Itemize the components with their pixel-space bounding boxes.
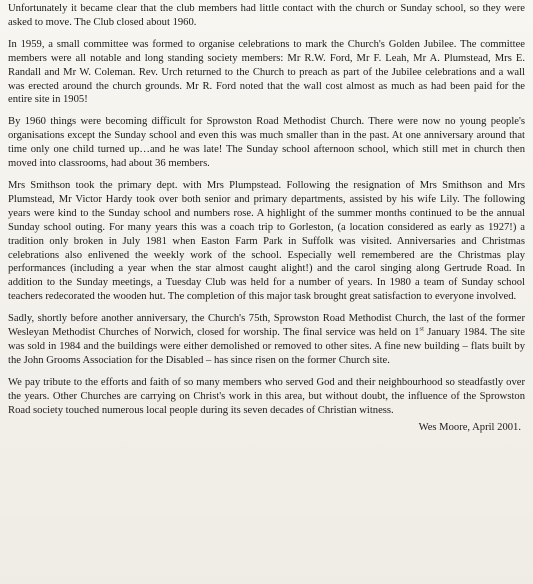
paragraph-sunday-school: Mrs Smithson took the primary dept. with Mrs Plumpstead. Following the resignation of Mrs Smithson and Mrs Plumstead, Mr Victor Hardy took over both senior and primary departments, assisted by his wife Lily. The following years were kind to the Sunday school and numbers rose. A highlight of the summer months continued to be the annual Sunday school outing. For many years this was a coach trip to Gorleston, (a location considered as early as 1927!) a tradition only broken in July 1981 when Easton Farm Park in Suffolk was visited. Anniversaries and Christmas celebrations also enlivened the weekly work of the school. Especially well remembered are the Christmas play performances (including a year when the star almost caught alight!) and the carol singing along Gertrude Road. In addition to the Sunday meetings, a Tuesday Club was held for a number of years. In 1980 a team of Sunday school teachers redecorated the wooden hut. The completion of this major task brought great satisfaction to everyone involved. bbox=[8, 179, 525, 303]
paragraph-golden-jubilee: In 1959, a small committee was formed to organise celebrations to mark the Church's Golden Jubilee. The committee members were all notable and long standing society members: Mr R.W. Ford, Mr F. Leah, Mr A. Plumstead, Mrs E. Randall and Mr W. Coleman. Rev. Urch returned to the Church to preach as part of the Jubilee celebrations and a wall was erected around the church grounds. Mr R. Ford noted that the wall cost almost as much as had been paid for the entire site in 1905! bbox=[8, 38, 525, 106]
paragraph-tribute: We pay tribute to the efforts and faith of so many members who served God and their neighbourhood so steadfastly over the years. Other Churches are carrying on Christ's work in this area, but without doubt, the influence of the Sprowston Road society touched numerous local people during its seven decades of Christian witness. bbox=[8, 376, 525, 416]
closure-text-start: Sadly, shortly before another anniversary, the Church's 75th, Sprowston Road Methodist Church, the last of the former Wesleyan Methodist Churches of Norwich, closed for worship. The final service was held on 1 bbox=[8, 313, 525, 339]
ordinal-superscript: st bbox=[419, 325, 424, 333]
paragraph-club-closure: Unfortunately it became clear that the club members had little contact with the church or Sunday school, so they were asked to move. The Club closed about 1960. bbox=[8, 3, 525, 28]
author-signature: Wes Moore, April 2001. bbox=[418, 422, 521, 434]
paragraph-difficult-times: By 1960 things were becoming difficult for Sprowston Road Methodist Church. There were now no young people's organisations except the Sunday school and even this was much smaller than in the past. At one anniversary around that time only one child turned up…and he was late! The Sunday school afternoon school, which still met in church then moved into classrooms, had about 36 members. bbox=[8, 116, 525, 170]
paragraph-church-closure bbox=[8, 312, 525, 368]
closure-text-end: January 1984. The site was sold in 1984 and the buildings were either demolished or removed to other sites. A fine new building – flats built by the John Grooms Association for the Disabled – has since risen on the former Church site. bbox=[8, 327, 525, 366]
